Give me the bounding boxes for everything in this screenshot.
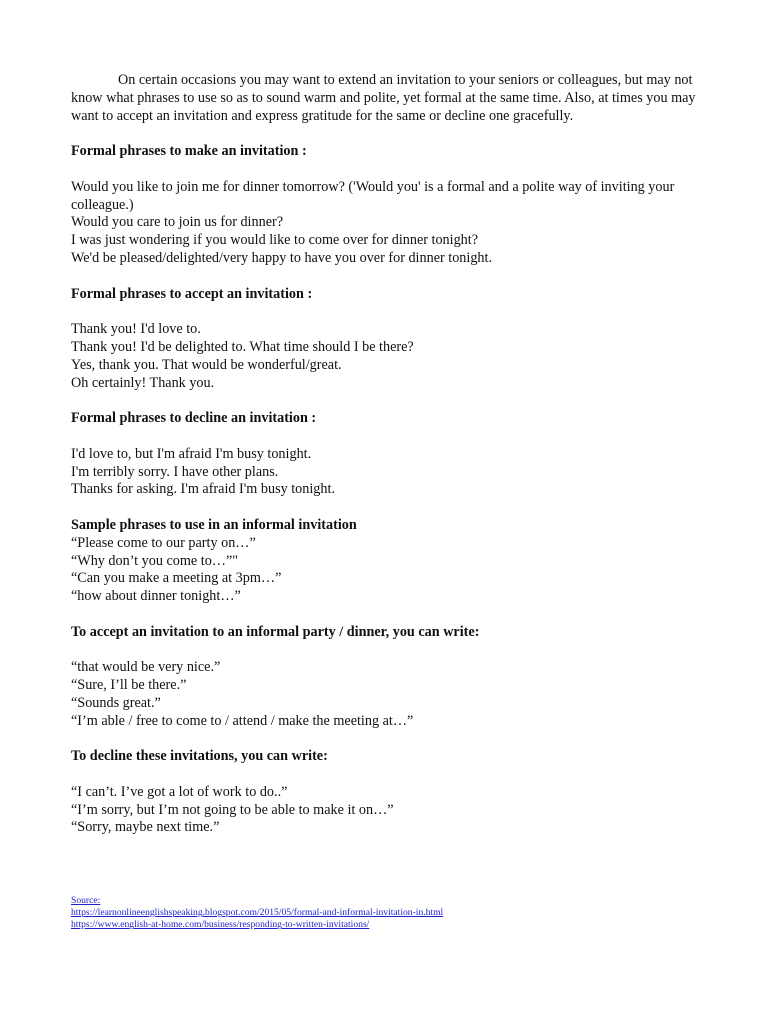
informal-accept-line: “that would be very nice.” [71,659,221,676]
document-body [71,72,699,837]
informal-invite-line: “Can you make a meeting at 3pm…” [71,570,282,587]
informal-accept-line: “Sounds great.” [71,694,161,711]
informal-invite-line: “Please come to our party on…” [71,534,256,551]
formal-decline-line: I'm terribly sorry. I have other plans. [71,463,279,480]
informal-decline-line: “Sorry, maybe next time.” [71,819,220,836]
formal-make-line: I was just wondering if you would like to come over for dinner tonight? [71,232,479,249]
informal-invite-line: “Why don’t you come to…”" [71,552,239,569]
formal-decline-line: Thanks for asking. I'm afraid I'm busy tonight. [71,481,335,498]
informal-decline-line: “I can’t. I’ve got a lot of work to do..” [71,783,288,800]
source-block [71,895,443,932]
heading-formal-accept: Formal phrases to accept an invitation : [71,285,313,302]
informal-accept-line: “Sure, I’ll be there.” [71,677,187,694]
heading-informal-accept: To accept an invitation to an informal party / dinner, you can write: [71,623,480,640]
heading-formal-decline: Formal phrases to decline an invitation : [71,410,317,427]
formal-make-line: Would you like to join me for dinner tomorrow? ('Would you' is a formal and a polite way of inviting your colleague.) [71,178,675,213]
source-link[interactable]: https://learnonlineenglishspeaking.blogspot.com/2015/05/formal-and-informal-invitation-in.html [71,907,444,919]
formal-accept-line: Oh certainly! Thank you. [71,374,215,391]
informal-invite-line: “how about dinner tonight…” [71,588,241,605]
source-link[interactable]: https://www.english-at-home.com/business/responding-to-written-invitations/ [71,919,370,931]
heading-formal-make: Formal phrases to make an invitation : [71,143,307,160]
intro-paragraph: On certain occasions you may want to extend an invitation to your seniors or colleagues, but may not know what phrases to use so as to sound warm and polite, yet formal at the same time. Also, at times you may want to accept an invitation and express gratitude for the same or decline one gracefully. [71,72,696,124]
heading-informal-decline: To decline these invitations, you can write: [71,748,328,765]
formal-make-line: Would you care to join us for dinner? [71,214,284,231]
formal-decline-line: I'd love to, but I'm afraid I'm busy tonight. [71,445,312,462]
formal-make-line: We'd be pleased/delighted/very happy to have you over for dinner tonight. [71,249,493,266]
formal-accept-line: Thank you! I'd be delighted to. What time should I be there? [71,338,414,355]
heading-informal-invite: Sample phrases to use in an informal invitation [71,516,357,533]
source-label: Source: [71,895,101,906]
formal-accept-line: Yes, thank you. That would be wonderful/great. [71,356,342,373]
formal-accept-line: Thank you! I'd love to. [71,321,201,338]
informal-accept-line: “I’m able / free to come to / attend / make the meeting at…” [71,712,414,729]
informal-decline-line: “I’m sorry, but I’m not going to be able to make it on…” [71,801,394,818]
